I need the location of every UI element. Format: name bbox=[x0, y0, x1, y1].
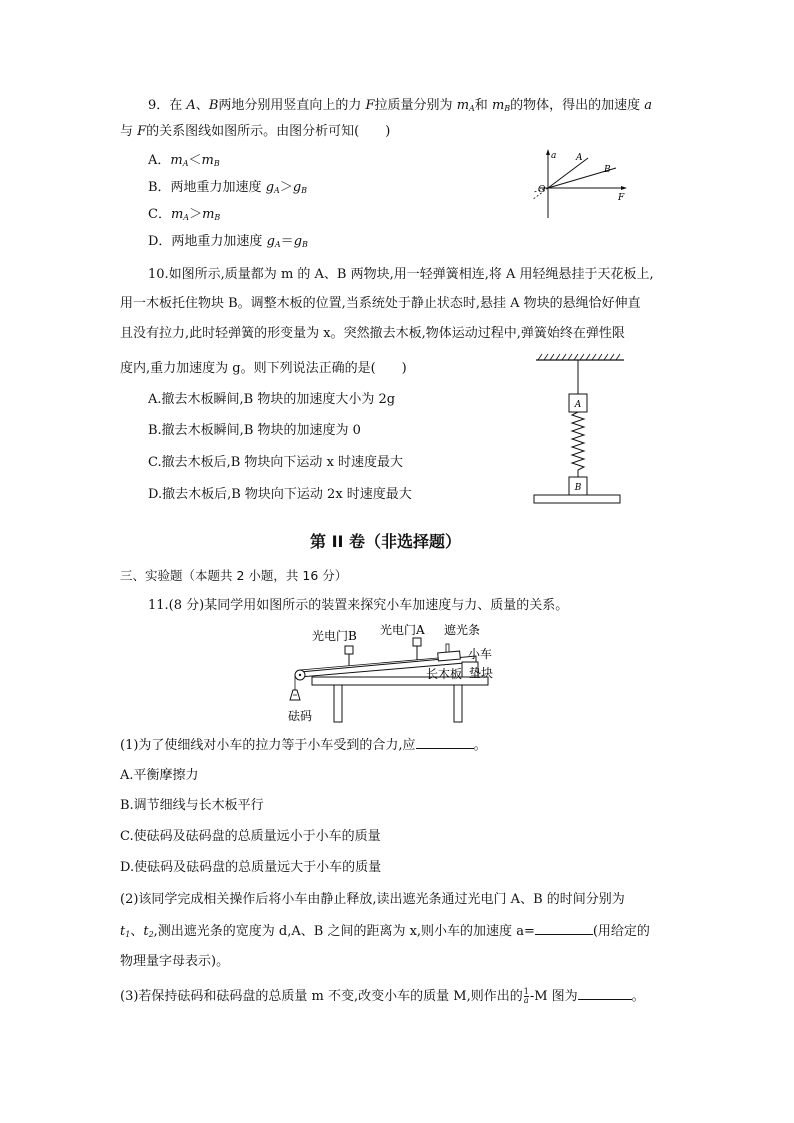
q10-line4: 度内,重力加速度为 g。则下列说法正确的是( ) bbox=[120, 361, 407, 376]
q11-apparatus bbox=[286, 620, 506, 728]
shading-strip bbox=[446, 644, 449, 652]
q10-option-b: B.撤去木板瞬间,B 物块的加速度为 0 bbox=[148, 423, 361, 438]
q10-option-a: A.撤去木板瞬间,B 物块的加速度大小为 2g bbox=[148, 392, 396, 407]
fraction-one-over-a: $\frac{1}{a}$ bbox=[523, 987, 529, 1005]
photogate-b bbox=[345, 646, 353, 654]
q11-part1: (1)为了使细线对小车的拉力等于小车受到的合力,应 。 bbox=[120, 738, 487, 753]
table-leg-left bbox=[334, 685, 342, 722]
q11-part3: (3)若保持砝码和砝码盘的总质量 m 不变,改变小车的质量 M,则作出的 $\frac{1}{a}$ -M 图为 。 bbox=[120, 987, 645, 1005]
q9-option-b: B．两地重力加速度 $g_A>g_B$ bbox=[148, 180, 308, 195]
block-a-label: A bbox=[574, 400, 582, 410]
photogate-a bbox=[413, 638, 421, 646]
q10-line3: 且没有拉力,此时轻弹簧的形变量为 x。突然撤去木板,物体运动过程中,弹簧始终在弹性限 bbox=[120, 326, 625, 341]
q10-option-d: D.撤去木板后,B 物块向下运动 2x 时速度最大 bbox=[148, 487, 412, 502]
pulley-axle bbox=[299, 674, 301, 676]
q9-line2: 与 F的关系图线如图所示。由图分析可知( ) bbox=[120, 124, 391, 139]
x-axis-arrow bbox=[621, 186, 627, 190]
q11-part2-blank bbox=[535, 922, 593, 935]
q11-part2-line3: 物理量字母表示)。 bbox=[120, 954, 230, 969]
q10-line1: 10.如图所示,质量都为 m 的 A、B 两物块,用一轻弹簧相连,将 A 用轻绳悬挂于天花板上, bbox=[148, 267, 654, 282]
section-title: 第 II 卷（非选择题） bbox=[310, 532, 462, 551]
q11-intro: 11.(8 分)某同学用如图所示的装置来探究小车加速度与力、质量的关系。 bbox=[148, 598, 569, 613]
y-axis-label: a bbox=[551, 151, 557, 161]
q11-part1-option-a: A.平衡摩擦力 bbox=[120, 768, 199, 783]
q10-figure bbox=[532, 352, 628, 510]
q11-part1-option-b: B.调节细线与长木板平行 bbox=[120, 798, 264, 813]
q9-line1: 9．在 A、B两地分别用竖直向上的力 F拉质量分别为 $m_A$和 $m_B$的物体，得出的加速度 a bbox=[148, 98, 653, 113]
q11-part1-option-c: C.使砝码及砝码盘的总质量远小于小车的质量 bbox=[120, 829, 381, 844]
pad-block-label: 垫块 bbox=[469, 666, 494, 680]
photogate-b-label: 光电门B bbox=[312, 629, 357, 643]
q11-part2-line2: $t_1$、$t_2$,测出遮光条的宽度为 d,A、B 之间的距离为 x,则小车的加速度 a= (用给定的 bbox=[120, 924, 650, 939]
q9-graph bbox=[530, 146, 630, 222]
cart-label: 小车 bbox=[468, 647, 493, 661]
line-a-label: A bbox=[576, 153, 583, 163]
section-heading: 三、实验题（本题共 2 小题，共 16 分） bbox=[120, 568, 348, 583]
ceiling-hatch bbox=[538, 354, 620, 360]
y-axis-arrow bbox=[546, 149, 550, 155]
q11-part3-blank bbox=[578, 987, 632, 1000]
shading-strip-label: 遮光条 bbox=[444, 623, 481, 637]
q11-part2-line1: (2)该同学完成相关操作后将小车由静止释放,读出遮光条通过光电门 A、B 的时间分别为 bbox=[120, 892, 625, 907]
q9-option-a: A．$m_A<m_B$ bbox=[148, 153, 220, 168]
wooden-board bbox=[534, 495, 620, 503]
q11-part1-option-d: D.使砝码及砝码盘的总质量远大于小车的质量 bbox=[120, 860, 382, 875]
line-b-label: B bbox=[604, 165, 611, 175]
q11-part1-blank bbox=[416, 736, 474, 749]
cart bbox=[438, 651, 461, 661]
long-board-label: 长木板 bbox=[426, 667, 463, 681]
block-b-label: B bbox=[574, 483, 582, 493]
photogate-a-label: 光电门A bbox=[380, 623, 425, 637]
origin-label: O bbox=[538, 185, 546, 195]
q9-option-c: C．$m_A>m_B$ bbox=[148, 207, 221, 222]
q10-option-c: C.撤去木板后,B 物块向下运动 x 时速度最大 bbox=[148, 455, 404, 470]
q9-option-d: D．两地重力加速度 $g_A=g_B$ bbox=[148, 234, 308, 249]
q10-line2: 用一木板托住物块 B。调整木板的位置,当系统处于静止状态时,悬挂 A 物块的悬绳恰好伸直 bbox=[120, 296, 641, 311]
table-leg-right bbox=[454, 685, 462, 722]
x-axis-label: F bbox=[618, 193, 625, 203]
weight-label: 砝码 bbox=[288, 709, 313, 723]
spring bbox=[572, 412, 584, 477]
